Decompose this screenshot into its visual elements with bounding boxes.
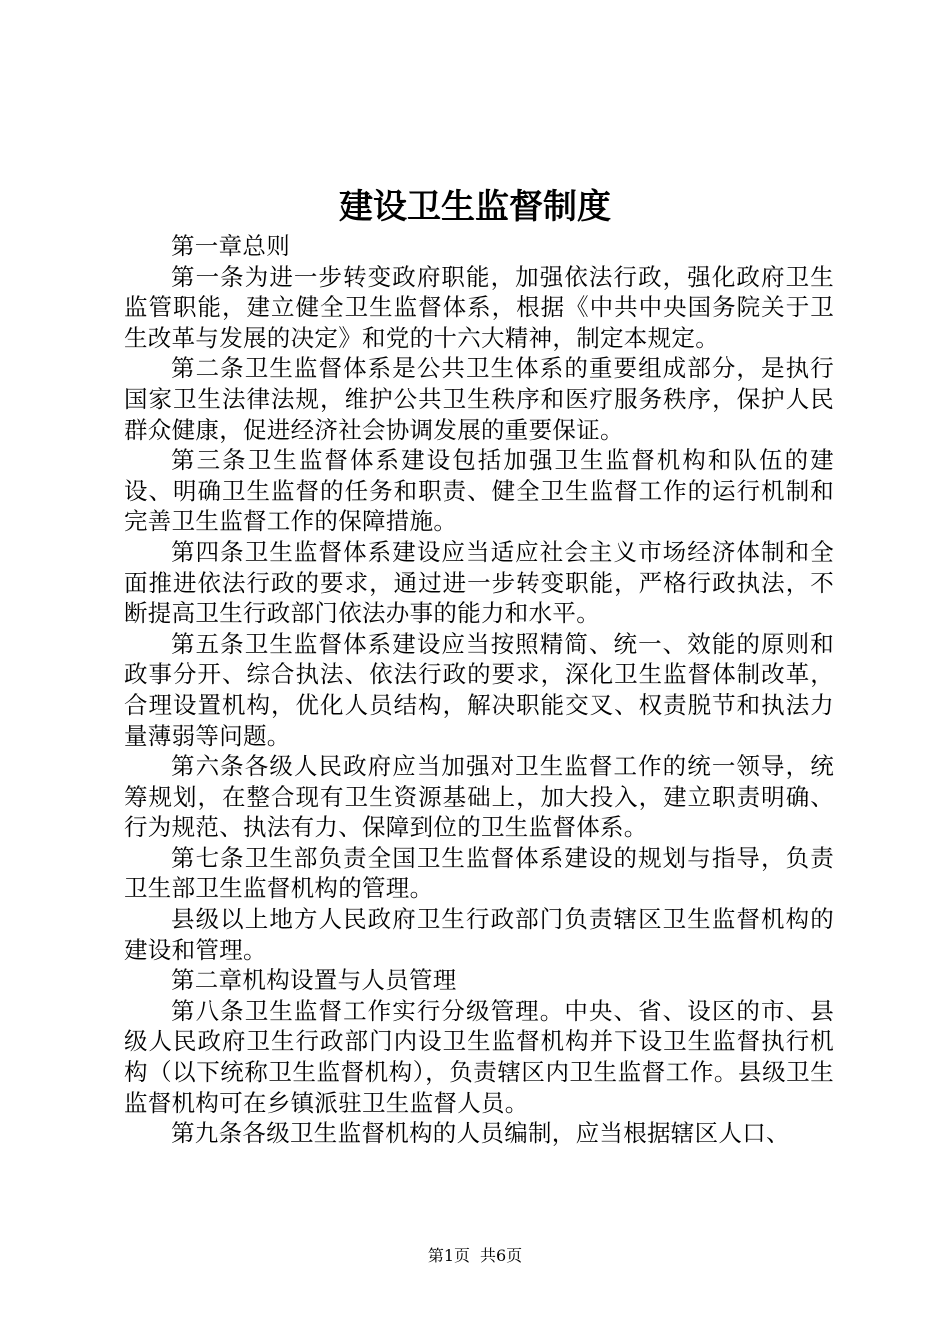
page-total: 共6页 (480, 1246, 523, 1265)
paragraph: 第九条各级卫生监督机构的人员编制，应当根据辖区人口、 (171, 1119, 790, 1148)
document-body (124, 231, 834, 1149)
paragraph: 第八条卫生监督工作实行分级管理。中央、省、设区的市、县级人民政府卫生行政部门内设卫生监督机构并下设卫生监督执行机构（以下统称卫生监督机构），负责辖区内卫生监督工作。县级卫生监督机构可在乡镇派驻卫生监督人员。 (124, 996, 834, 1117)
paragraph: 第五条卫生监督体系建设应当按照精简、统一、效能的原则和政事分开、综合执法、依法行政的要求，深化卫生监督体制改革，合理设置机构，优化人员结构，解决职能交叉、权责脱节和执法力量薄弱等问题。 (124, 629, 834, 750)
chapter-heading: 第二章机构设置与人员管理 (171, 966, 457, 995)
paragraph: 第三条卫生监督体系建设包括加强卫生监督机构和队伍的建设、明确卫生监督的任务和职责、健全卫生监督工作的运行机制和完善卫生监督工作的保障措施。 (124, 446, 834, 536)
page-number: 第1页 (427, 1246, 470, 1265)
document-title: 建设卫生监督制度 (339, 187, 611, 227)
paragraph: 县级以上地方人民政府卫生行政部门负责辖区卫生监督机构的建设和管理。 (124, 905, 834, 964)
paragraph: 第一条为进一步转变政府职能，加强依法行政，强化政府卫生监管职能，建立健全卫生监督体系，根据《中共中央国务院关于卫生改革与发展的决定》和党的十六大精神，制定本规定。 (124, 262, 834, 352)
paragraph: 第六条各级人民政府应当加强对卫生监督工作的统一领导，统筹规划，在整合现有卫生资源基础上，加大投入，建立职责明确、行为规范、执法有力、保障到位的卫生监督体系。 (124, 752, 834, 842)
paragraph: 第七条卫生部负责全国卫生监督体系建设的规划与指导，负责卫生部卫生监督机构的管理。 (124, 843, 834, 903)
paragraph: 第二条卫生监督体系是公共卫生体系的重要组成部分，是执行国家卫生法律法规，维护公共卫生秩序和医疗服务秩序，保护人民群众健康，促进经济社会协调发展的重要保证。 (124, 354, 834, 444)
chapter-heading: 第一章总则 (171, 232, 290, 260)
paragraph: 第四条卫生监督体系建设应当适应社会主义市场经济体制和全面推进依法行政的要求，通过进一步转变职能，严格行政执法，不断提高卫生行政部门依法办事的能力和水平。 (124, 537, 834, 628)
page-footer (0, 1244, 950, 1268)
